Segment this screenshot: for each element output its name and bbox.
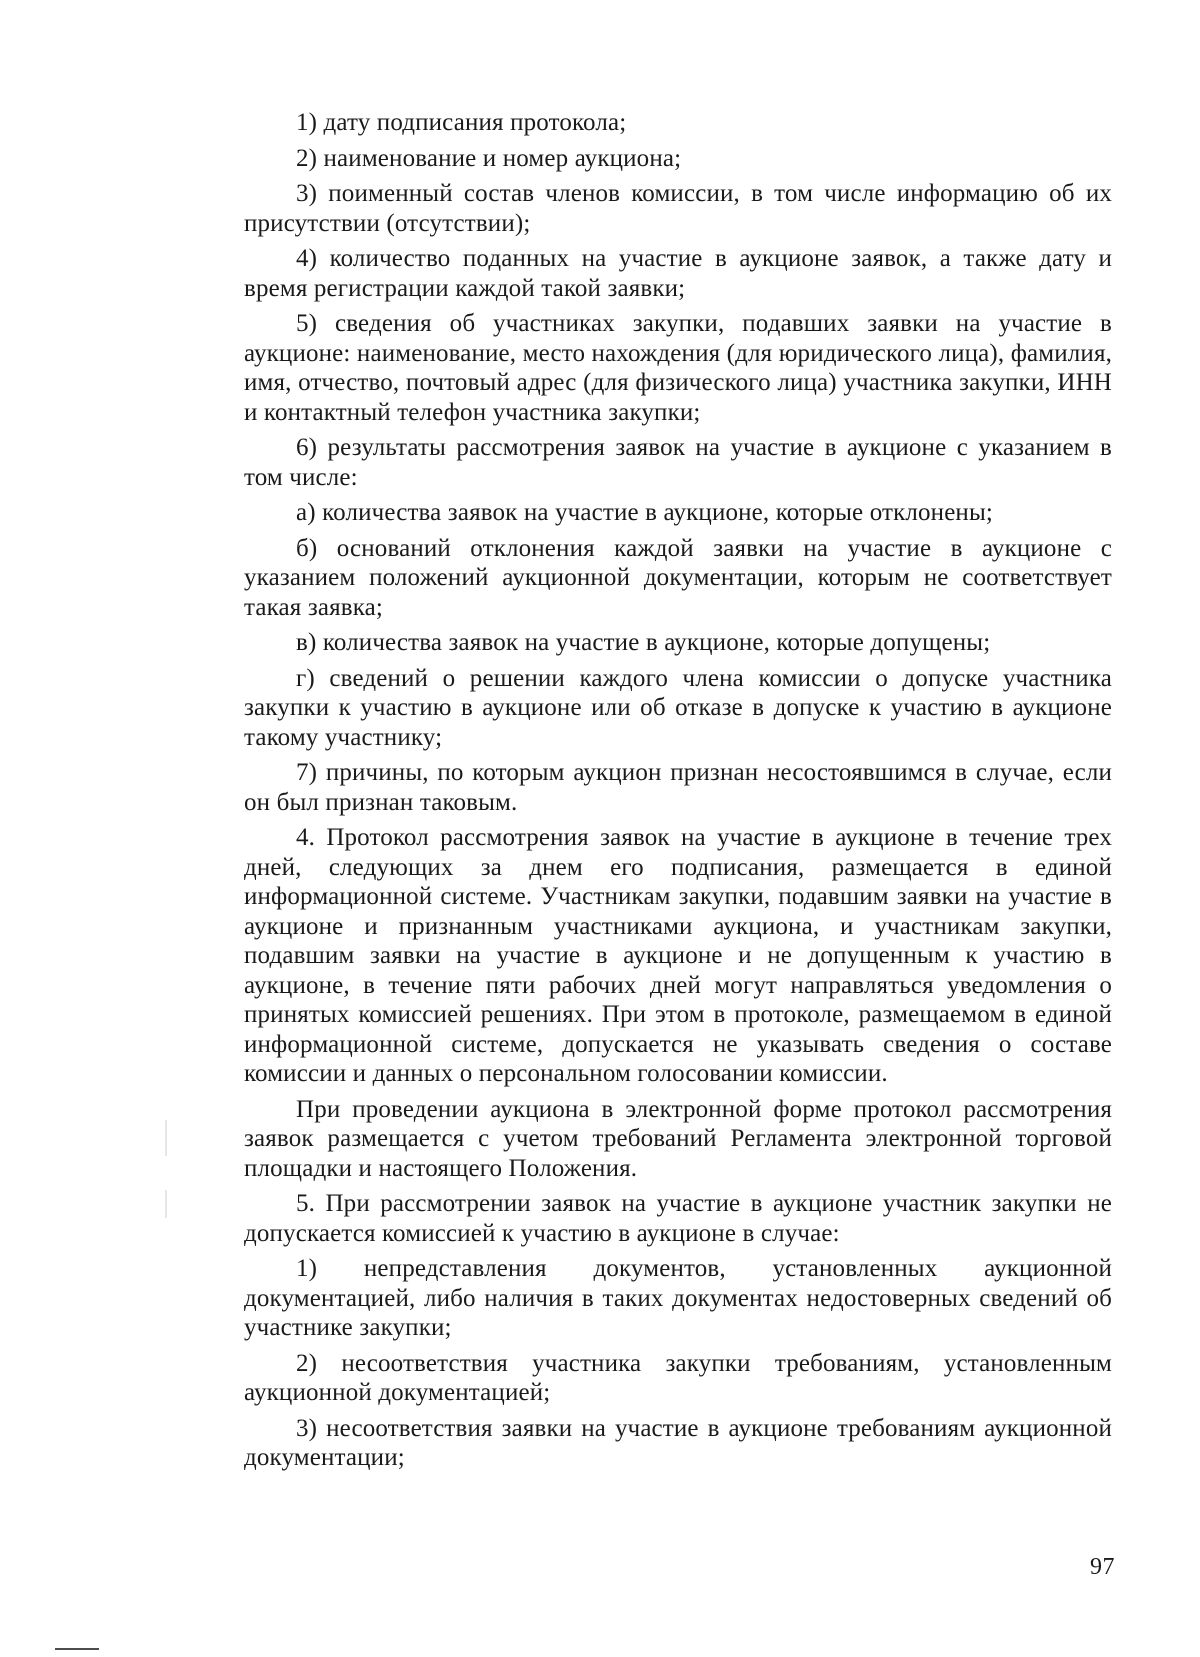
list-item-review-results: 6) результаты рассмотрения заявок на участие в аукционе с указанием в том числе: — [244, 434, 1112, 491]
list-item-auction-name: 2) наименование и номер аукциона; — [296, 144, 682, 172]
subitem-rejected-count: а) количества заявок на участие в аукционе, которые отклонены; — [296, 499, 994, 526]
scan-corner-mark — [55, 1648, 99, 1650]
paragraph-electronic-auction: При проведении аукциона в электронной форме протокол рассмотрения заявок размещается с учетом требований Регламента электронной торговой площадки и настоящего Положения. — [244, 1095, 1112, 1182]
scan-margin-mark — [165, 1190, 167, 1218]
document-body — [244, 108, 1112, 1479]
subitem-admitted-count: в) количества заявок на участие в аукционе, которые допущены; — [296, 629, 991, 656]
clause-5-non-admission: 5. При рассмотрении заявок на участие в аукционе участник закупки не допускается комиссией к участию в аукционе в случае: — [244, 1190, 1112, 1247]
list-item-failure-reasons: 7) причины, по которым аукцион признан несостоявшимся в случае, если он был признан таковым. — [244, 759, 1112, 816]
scan-margin-mark — [165, 1120, 167, 1156]
subitem-member-decisions: г) сведений о решении каждого члена комиссии о допуске участника закупки к участию в аукционе или об отказе в допуске к участию в аукционе такому участнику; — [244, 664, 1112, 751]
list-item-signing-date: 1) дату подписания протокола; — [296, 109, 627, 136]
list-item-documents-missing: 1) непредставления документов, установленных аукционной документацией, либо наличия в таких документах недостоверных сведений об участнике закупки; — [244, 1255, 1112, 1341]
list-item-participants-info: 5) сведения об участниках закупки, подавших заявки на участие в аукционе: наименование, место нахождения (для юридического лица), фамилия, имя, отчество, почтовый адрес (для физического лица) участника закупки, ИНН и контактный телефон участника закупки; — [244, 310, 1112, 426]
clause-4-protocol-publication: 4. Протокол рассмотрения заявок на участие в аукционе в течение трех дней, следующих за днем его подписания, размещается в единой информационной системе. Участникам закупки, подавшим заявки на участие в аукционе и признанным участниками аукциона, и участникам закупки, подавшим заявки на участие в аукционе и не допущенным к участию в аукционе, в течение пяти рабочих дней могут направляться уведомления о принятых комиссией решениях. При этом в протоколе, размещаемом в единой информационной системе, допускается не указывать сведения о составе комиссии и данных о персональном голосовании комиссии. — [244, 824, 1112, 1087]
list-item-commission-members: 3) поименный состав членов комиссии, в том числе информацию об их присутствии (отсутствии); — [244, 180, 1112, 237]
subitem-rejection-grounds: б) оснований отклонения каждой заявки на участие в аукционе с указанием положений аукционной документации, которым не соответствует такая заявка; — [244, 534, 1112, 621]
list-item-participant-mismatch: 2) несоответствия участника закупки требованиям, установленным аукционной документацией; — [244, 1349, 1112, 1406]
page-number: 97 — [1090, 1554, 1115, 1580]
list-item-applications-count: 4) количество поданных на участие в аукционе заявок, а также дату и время регистрации каждой такой заявки; — [244, 245, 1112, 302]
list-item-application-mismatch: 3) несоответствия заявки на участие в аукционе требованиям аукционной документации; — [244, 1414, 1112, 1471]
